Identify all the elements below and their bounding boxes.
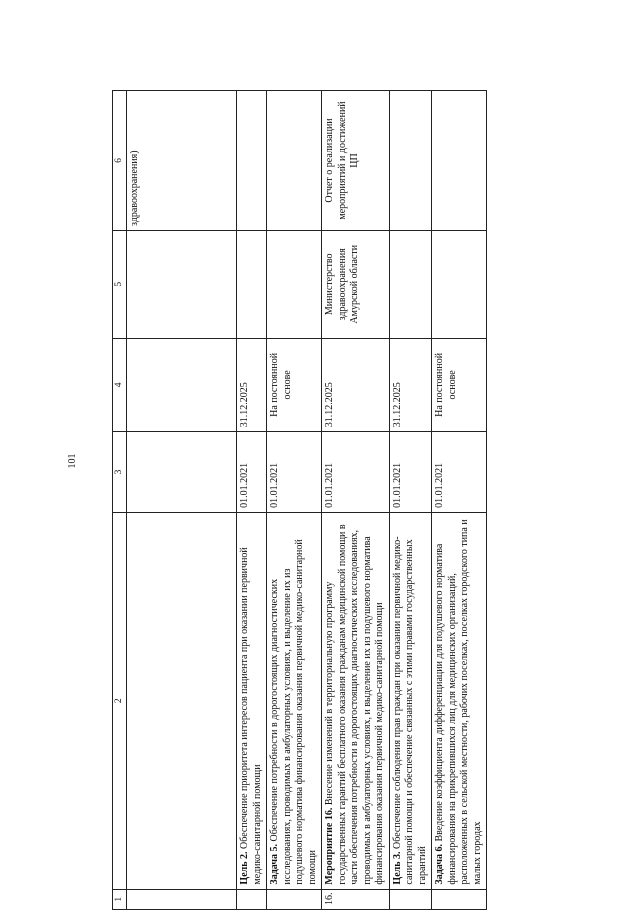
row-text: Внесение изменений в территориальную программу государственных гарантий бесплатного оказания гражданам медицинской помощи в части обеспечения потребности в дорогостоящих диагностических исследованиях, проводимых в амбулаторных условиях, и выделение их из подушевого норматива финансирования оказания первичной медико-санитарной помощи bbox=[324, 524, 385, 885]
row-label: Цель 2. bbox=[239, 851, 250, 885]
cell-end: На постоянной основе bbox=[267, 338, 322, 432]
cell-result: здравоохранения) bbox=[127, 91, 237, 231]
cell-result bbox=[389, 91, 432, 231]
cell-num bbox=[432, 889, 487, 909]
cell-text bbox=[237, 512, 267, 889]
cell-text bbox=[267, 512, 322, 889]
cell-start: 01.01.2021 bbox=[267, 432, 322, 513]
cell-responsible bbox=[432, 230, 487, 338]
column-header-4: 4 bbox=[113, 338, 127, 432]
table-row bbox=[389, 91, 432, 910]
cell-responsible bbox=[237, 230, 267, 338]
cell-num bbox=[267, 889, 322, 909]
cell-end bbox=[127, 338, 237, 432]
cell-start: 01.01.2021 bbox=[432, 432, 487, 513]
column-header-2: 2 bbox=[113, 512, 127, 889]
cell-text bbox=[127, 512, 237, 889]
cell-text bbox=[389, 512, 432, 889]
table-row bbox=[267, 91, 322, 910]
cell-text bbox=[432, 512, 487, 889]
row-label: Задача 6. bbox=[434, 843, 445, 885]
cell-responsible bbox=[389, 230, 432, 338]
cell-text bbox=[322, 512, 390, 889]
row-text: Обеспечение приоритета интересов пациента при оказании первичной медико-санитарной помощи bbox=[239, 547, 263, 885]
cell-result: Отчет о реализации мероприятий и достижений ЦП bbox=[322, 91, 390, 231]
column-header-6: 6 bbox=[113, 91, 127, 231]
row-text: Обеспечение потребности в дорогостоящих диагностических исследованиях, проводимых в амбулаторных условиях, и выделение их из подушевого норматива финансирования оказания первичной медико-санитарной помощи bbox=[269, 539, 318, 885]
page-number: 101 bbox=[67, 453, 78, 469]
header-row bbox=[113, 91, 127, 910]
cell-responsible: Министерство здравоохранения Амурской области bbox=[322, 230, 390, 338]
table-row bbox=[432, 91, 487, 910]
cell-num: 16. bbox=[322, 889, 390, 909]
table-container bbox=[112, 90, 582, 910]
row-label: Мероприятие 16. bbox=[324, 807, 335, 885]
row-label: Цель 3. bbox=[391, 851, 403, 885]
cell-num bbox=[127, 889, 237, 909]
column-header-3: 3 bbox=[113, 432, 127, 513]
column-header-1: 1 bbox=[113, 889, 127, 909]
cell-num bbox=[389, 889, 432, 909]
column-header-5: 5 bbox=[113, 230, 127, 338]
cell-start: 01.01.2021 bbox=[389, 432, 432, 513]
row-label: Задача 5. bbox=[269, 843, 280, 885]
cell-result bbox=[267, 91, 322, 231]
cell-end: 31.12.2025 bbox=[322, 338, 390, 432]
cell-end: 31.12.2025 bbox=[389, 338, 432, 432]
row-text: Обеспечение соблюдения прав граждан при оказании первичной медико-санитарной помощи и обеспечение связанных с этими правами государственных гарантий bbox=[391, 536, 428, 885]
cell-end: На постоянной основе bbox=[432, 338, 487, 432]
cell-start bbox=[127, 432, 237, 513]
cell-end: 31.12.2025 bbox=[237, 338, 267, 432]
program-activities-table bbox=[112, 90, 487, 910]
cell-responsible bbox=[267, 230, 322, 338]
cell-responsible bbox=[127, 230, 237, 338]
continuation-row bbox=[127, 91, 237, 910]
cell-result bbox=[432, 91, 487, 231]
cell-result bbox=[237, 91, 267, 231]
table-row bbox=[322, 91, 390, 910]
cell-start: 01.01.2021 bbox=[322, 432, 390, 513]
row-text: Введение коэффициента дифференциации для подушевого норматива финансирования на прикрепившихся лиц для медицинских организаций, расположенных в сельской местности, рабочих поселках, поселках городского типа и малых городах bbox=[434, 519, 483, 885]
table-row bbox=[237, 91, 267, 910]
cell-start: 01.01.2021 bbox=[237, 432, 267, 513]
cell-num bbox=[237, 889, 267, 909]
